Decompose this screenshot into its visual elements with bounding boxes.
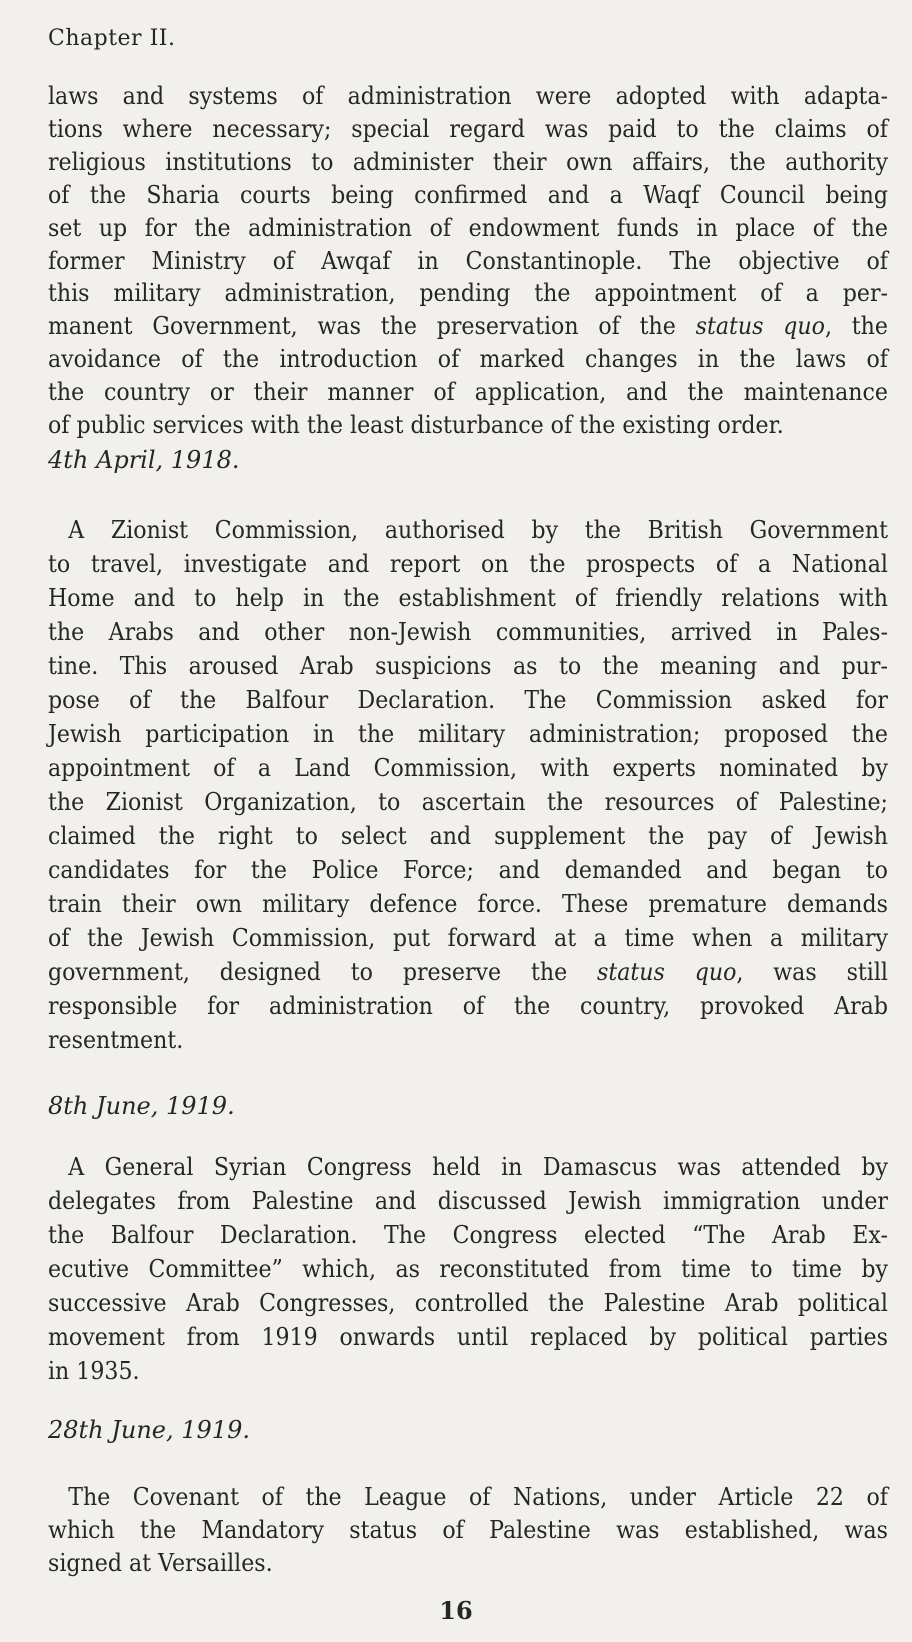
text-segment: manent Government, was the preservation of the xyxy=(48,312,696,341)
text-line xyxy=(48,719,888,749)
text-line xyxy=(48,651,888,681)
text-line xyxy=(48,787,888,817)
text-segment: The Covenant of the League of Nations, under Article 22 of xyxy=(68,1483,888,1511)
text-line xyxy=(48,1322,888,1352)
text-line xyxy=(48,991,888,1021)
text-segment: signed at Versailles. xyxy=(48,1549,273,1577)
text-line xyxy=(48,1356,888,1386)
text-segment: set up for the administration of endowment funds in place of the xyxy=(48,213,888,242)
text-segment: pose of the Balfour Declaration. The Commission asked for xyxy=(48,686,888,714)
text-line xyxy=(48,147,888,177)
text-line xyxy=(48,1025,888,1055)
text-segment: former Ministry of Awqaf in Constantinople. The objective of xyxy=(48,246,888,275)
text-line xyxy=(48,1482,888,1512)
entry-date: 8th June, 1919. xyxy=(48,1092,235,1120)
text-segment: of the Sharia courts being confirmed and a Waqf Council being xyxy=(48,180,888,209)
text-segment: train their own military defence force. These premature demands xyxy=(48,890,888,918)
text-line xyxy=(48,81,888,111)
text-segment: A General Syrian Congress held in Damascus was attended by xyxy=(68,1153,888,1181)
text-line xyxy=(48,180,888,210)
text-segment: the country or their manner of application, and the maintenance xyxy=(48,378,888,407)
text-line xyxy=(48,246,888,276)
text-segment: of the Jewish Commission, put forward at a time when a military xyxy=(48,924,888,952)
text-line xyxy=(48,114,888,144)
entry-date: 4th April, 1918. xyxy=(48,446,240,474)
text-segment: resentment. xyxy=(48,1026,184,1054)
text-segment: claimed the right to select and supplement the pay of Jewish xyxy=(48,822,888,850)
text-segment: successive Arab Congresses, controlled the Palestine Arab political xyxy=(48,1289,888,1317)
text-line xyxy=(48,923,888,953)
text-line xyxy=(48,311,888,341)
text-segment: government, designed to preserve the xyxy=(48,958,598,986)
text-segment: this military administration, pending the appointment of a per- xyxy=(48,279,888,308)
text-line xyxy=(48,278,888,308)
text-segment: tions where necessary; special regard was paid to the claims of xyxy=(48,114,888,143)
text-line xyxy=(48,1254,888,1284)
text-line xyxy=(48,889,888,919)
italic-term: status quo xyxy=(695,312,825,341)
text-segment: movement from 1919 onwards until replaced by political parties xyxy=(48,1323,888,1351)
text-line xyxy=(48,213,888,243)
text-line xyxy=(48,1152,888,1182)
text-line xyxy=(48,957,888,987)
text-segment: , was still xyxy=(736,958,888,986)
text-segment: , the xyxy=(824,312,888,341)
text-line xyxy=(48,1515,888,1545)
text-segment: the Balfour Declaration. The Congress elected “The Arab Ex- xyxy=(48,1221,888,1249)
text-line xyxy=(48,515,888,545)
text-segment: avoidance of the introduction of marked changes in the laws of xyxy=(48,345,888,374)
text-line xyxy=(48,821,888,851)
text-line xyxy=(48,377,888,407)
text-segment: laws and systems of administration were adopted with adapta- xyxy=(48,82,888,110)
page-number: 16 xyxy=(439,1596,473,1625)
text-line xyxy=(48,753,888,783)
text-line xyxy=(48,685,888,715)
text-segment: of public services with the least disturbance of the existing order. xyxy=(48,411,784,439)
text-segment: appointment of a Land Commission, with experts nominated by xyxy=(48,754,888,782)
text-segment: to travel, investigate and report on the prospects of a National xyxy=(48,550,888,578)
text-segment: the Zionist Organization, to ascertain the resources of Palestine; xyxy=(48,788,888,816)
text-segment: in 1935. xyxy=(48,1357,140,1385)
text-segment: responsible for administration of the country, provoked Arab xyxy=(48,992,888,1020)
text-line xyxy=(48,344,888,374)
text-line xyxy=(48,549,888,579)
text-segment: Home and to help in the establishment of friendly relations with xyxy=(48,584,888,612)
text-segment: tine. This aroused Arab suspicions as to the meaning and pur- xyxy=(48,652,888,680)
italic-term: status quo xyxy=(597,958,737,986)
text-segment: delegates from Palestine and discussed Jewish immigration under xyxy=(48,1187,888,1215)
chapter-header: Chapter II. xyxy=(48,26,176,51)
text-segment: Jewish participation in the military administration; proposed the xyxy=(48,720,888,748)
text-segment: the Arabs and other non-Jewish communities, arrived in Pales- xyxy=(48,618,888,646)
text-line xyxy=(48,1288,888,1318)
text-segment: candidates for the Police Force; and demanded and began to xyxy=(48,856,888,884)
text-segment: A Zionist Commission, authorised by the British Government xyxy=(68,516,888,544)
text-line xyxy=(48,583,888,613)
text-segment: ecutive Committee” which, as reconstituted from time to time by xyxy=(48,1255,888,1283)
text-line xyxy=(48,855,888,885)
text-segment: which the Mandatory status of Palestine was established, was xyxy=(48,1516,888,1544)
text-line xyxy=(48,617,888,647)
text-segment: religious institutions to administer their own affairs, the authority xyxy=(48,147,888,176)
text-line xyxy=(48,1220,888,1250)
text-line xyxy=(48,410,888,440)
text-line xyxy=(48,1186,888,1216)
text-line xyxy=(48,1548,888,1578)
entry-date: 28th June, 1919. xyxy=(48,1416,250,1444)
